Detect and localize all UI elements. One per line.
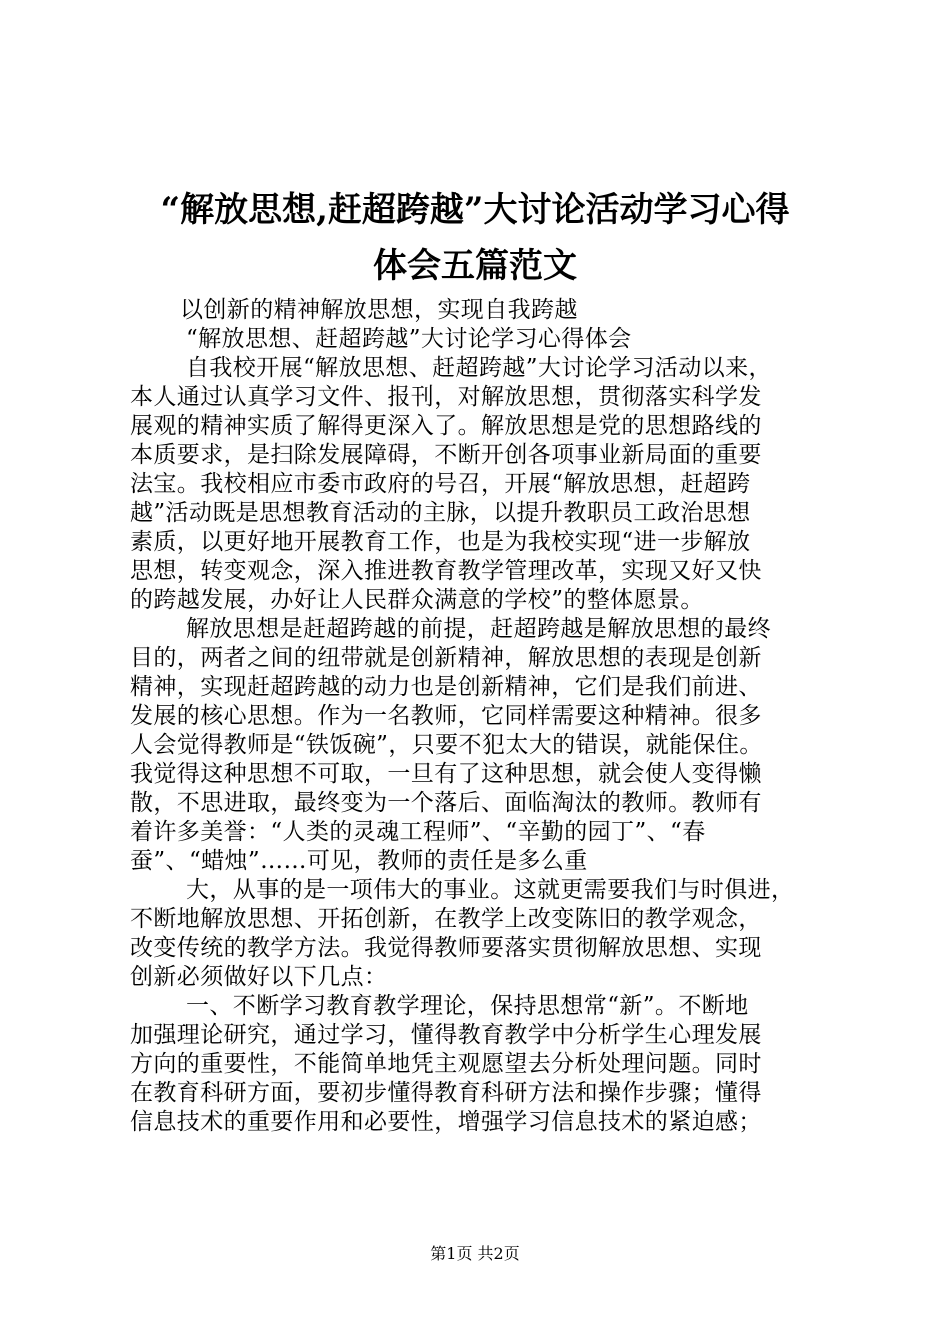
document-body <box>130 296 835 1137</box>
document-title-line-1: “解放思想,赶超跨越”大讨论活动学习心得 <box>160 190 790 230</box>
text-line: 的跨越发展，办好让人民群众满意的学校”的整体愿景。 <box>130 587 704 613</box>
text-line: 大，从事的是一项伟大的事业。这就更需要我们与时俱进， <box>186 877 795 903</box>
text-line: 着许多美誉：“人类的灵魂工程师”、“辛勤的园丁”、“春 <box>130 819 706 845</box>
text-line: 思想，转变观念，深入推进教育教学管理改革，实现又好又快 <box>130 558 762 584</box>
text-line: 信息技术的重要作用和必要性，增强学习信息技术的紧迫感； <box>130 1109 762 1135</box>
text-line: 本人通过认真学习文件、报刊，对解放思想，贯彻落实科学发 <box>130 384 762 410</box>
text-line: 方向的重要性，不能简单地凭主观愿望去分析处理问题。同时 <box>130 1051 762 1077</box>
text-line: 本质要求，是扫除发展障碍，不断开创各项事业新局面的重要 <box>130 442 762 468</box>
text-line: 发展的核心思想。作为一名教师，它同样需要这种精神。很多 <box>130 703 762 729</box>
text-line: 素质，以更好地开展教育工作，也是为我校实现“进一步解放 <box>130 529 751 555</box>
text-line: 越”活动既是思想教育活动的主脉，以提升教职员工政治思想 <box>130 500 751 526</box>
text-line: 一、不断学习教育教学理论，保持思想常“新”。不断地 <box>186 993 749 1019</box>
text-line: 精神，实现赶超跨越的动力也是创新精神，它们是我们前进、 <box>130 674 762 700</box>
text-line: 目的，两者之间的纽带就是创新精神，解放思想的表现是创新 <box>130 645 762 671</box>
text-line: 以创新的精神解放思想，实现自我跨越 <box>180 297 578 323</box>
text-line: 我觉得这种思想不可取，一旦有了这种思想，就会使人变得懒 <box>130 761 762 787</box>
document-title-line-2: 体会五篇范文 <box>373 246 577 286</box>
text-line: 解放思想是赶超跨越的前提，赶超跨越是解放思想的最终 <box>186 616 771 642</box>
text-line: 在教育科研方面，要初步懂得教育科研方法和操作步骤；懂得 <box>130 1080 762 1106</box>
text-line: 展观的精神实质了解得更深入了。解放思想是党的思想路线的 <box>130 413 762 439</box>
text-line: 人会觉得教师是“铁饭碗”，只要不犯太大的错误，就能保住。 <box>130 732 763 758</box>
text-line: 法宝。我校相应市委市政府的号召，开展“解放思想，赶超跨 <box>130 471 751 497</box>
text-line: “解放思想、赶超跨越”大讨论学习心得体会 <box>186 326 632 352</box>
text-line: 蚕”、“蜡烛”……可见，教师的责任是多么重 <box>130 848 588 874</box>
text-line: 散，不思进取，最终变为一个落后、面临淘汰的教师。教师有 <box>130 790 762 816</box>
text-line: 加强理论研究，通过学习，懂得教育教学中分析学生心理发展 <box>130 1022 762 1048</box>
text-line: 创新必须做好以下几点： <box>130 964 388 990</box>
text-line: 不断地解放思想、开拓创新，在教学上改变陈旧的教学观念， <box>130 906 762 932</box>
text-line: 自我校开展“解放思想、赶超跨越”大讨论学习活动以来， <box>186 355 772 381</box>
page-number-footer: 第1页 共2页 <box>430 1244 520 1263</box>
text-line: 改变传统的教学方法。我觉得教师要落实贯彻解放思想、实现 <box>130 935 762 961</box>
